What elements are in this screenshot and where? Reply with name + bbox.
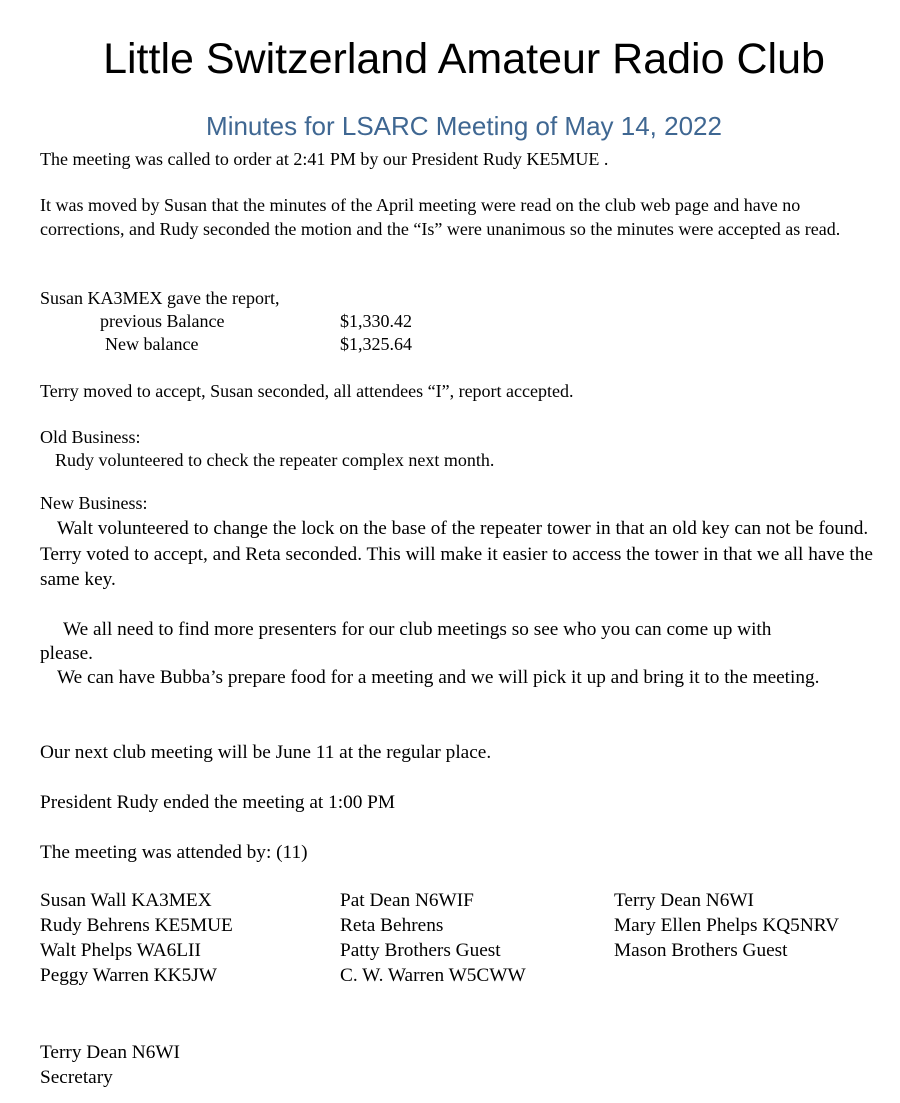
- new-balance-label: New balance: [105, 334, 199, 354]
- attendee: Mason Brothers Guest: [614, 940, 788, 961]
- new-business-lock: Walt volunteered to change the lock on the base of the repeater tower in that an old key can not be found. Terry voted to accept, and Reta seconded. This will make it easier to access the tower in that we all have the same key.: [40, 518, 873, 590]
- report-acceptance: Terry moved to accept, Susan seconded, all attendees “I”, report accepted.: [40, 381, 574, 401]
- minutes-subtitle: Minutes for LSARC Meeting of May 14, 2022: [206, 111, 722, 141]
- presenters-line2: please.: [40, 643, 93, 664]
- attendee: Patty Brothers Guest: [340, 940, 501, 961]
- attendee: Rudy Behrens KE5MUE: [40, 915, 233, 936]
- treasurer-intro: Susan KA3MEX gave the report,: [40, 288, 280, 308]
- new-balance-row: [40, 333, 888, 357]
- attendee: Susan Wall KA3MEX: [40, 890, 212, 911]
- attendee-column-1: [40, 888, 233, 988]
- old-business-item: Rudy volunteered to check the repeater complex next month.: [55, 450, 495, 470]
- attendance-intro: The meeting was attended by: (11): [40, 842, 308, 863]
- old-business-heading: Old Business:: [40, 427, 141, 447]
- food-note: We can have Bubba’s prepare food for a meeting and we will pick it up and bring it to the meeting.: [57, 667, 820, 688]
- club-title: Little Switzerland Amateur Radio Club: [103, 35, 825, 83]
- attendee-column-2: [340, 888, 526, 988]
- attendee: C. W. Warren W5CWW: [340, 965, 526, 986]
- minutes-motion: It was moved by Susan that the minutes of the April meeting were read on the club web page and have no corrections, and Rudy seconded the motion and the “Is” were unanimous so the minutes were accepted as read.: [40, 195, 841, 239]
- attendee: Peggy Warren KK5JW: [40, 965, 217, 986]
- attendee-column-3: [614, 888, 839, 963]
- attendee: Mary Ellen Phelps KQ5NRV: [614, 915, 839, 936]
- adjourn: President Rudy ended the meeting at 1:00 PM: [40, 792, 396, 813]
- previous-balance-value: $1,330.42: [340, 311, 412, 331]
- attendee: Terry Dean N6WI: [614, 890, 754, 911]
- attendee: Reta Behrens: [340, 915, 444, 936]
- secretary-role: Secretary: [40, 1067, 113, 1088]
- new-business-heading: New Business:: [40, 493, 148, 513]
- attendee: Pat Dean N6WIF: [340, 890, 474, 911]
- presenters-line1: We all need to find more presenters for our club meetings so see who you can come up with: [63, 619, 772, 640]
- next-meeting: Our next club meeting will be June 11 at the regular place.: [40, 742, 492, 763]
- secretary-name: Terry Dean N6WI: [40, 1042, 180, 1063]
- call-to-order: The meeting was called to order at 2:41 PM by our President Rudy KE5MUE .: [40, 149, 609, 169]
- new-balance-value: $1,325.64: [340, 334, 412, 354]
- previous-balance-row: [40, 310, 888, 334]
- previous-balance-label: previous Balance: [100, 311, 225, 331]
- attendee: Walt Phelps WA6LII: [40, 940, 201, 961]
